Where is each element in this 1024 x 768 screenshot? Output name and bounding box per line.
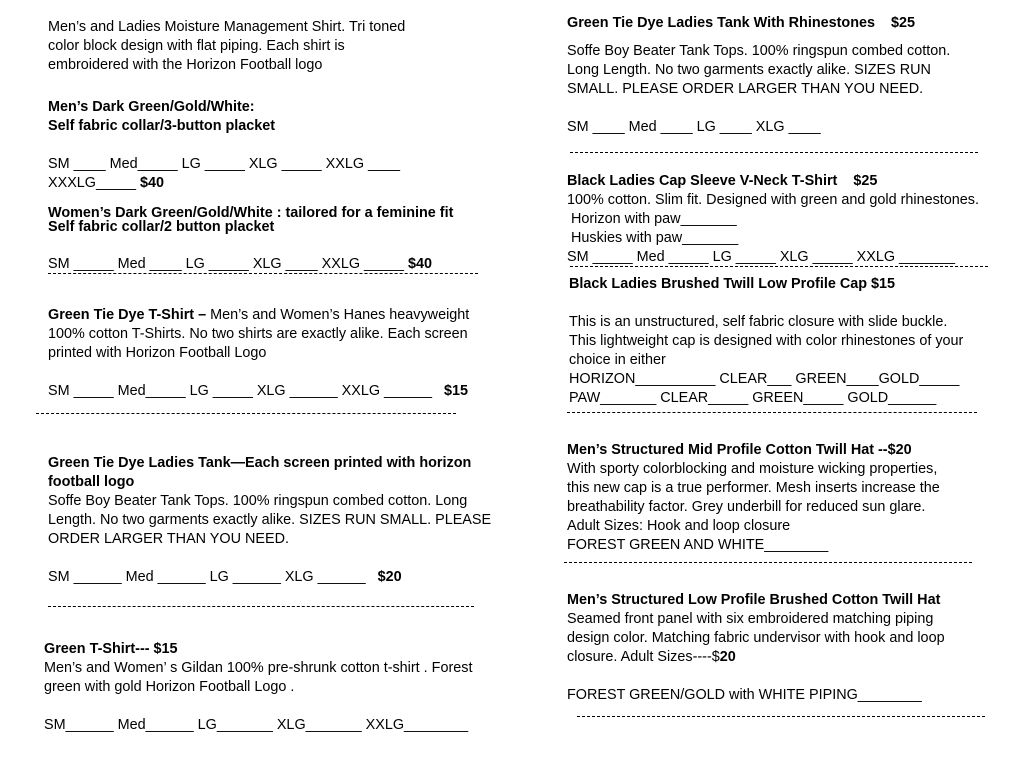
tiedye-tshirt-block [48, 306, 469, 401]
section-divider [48, 273, 478, 274]
tiedye-tank-sizes[interactable]: SM ______ Med ______ LG ______ XLG ______ [48, 569, 366, 585]
green-tshirt-block [44, 640, 472, 735]
twill-cap-desc-line: choice in either [569, 352, 666, 368]
twill-cap-option-paw[interactable]: PAW_______ CLEAR_____ GREEN_____ GOLD______ [569, 390, 937, 406]
tiedye-tshirt-title: Green Tie Dye T-Shirt – [48, 307, 207, 323]
low-hat-price: 20 [719, 649, 736, 665]
rhinestone-tank-desc-line: Soffe Boy Beater Tank Tops. 100% ringspun combed cotton. [567, 43, 951, 59]
section-divider [567, 412, 977, 413]
tiedye-tank-title-cont: football logo [48, 474, 135, 490]
mens-polo-sizes-xxxl[interactable]: XXXLG_____ [48, 175, 137, 191]
green-tshirt-desc-line: green with gold Horizon Football Logo . [44, 679, 295, 695]
mid-hat-desc-line: this new cap is a true performer. Mesh inserts increase the [567, 480, 940, 496]
twill-cap-desc-line: This lightweight cap is designed with color rhinestones of your [569, 333, 964, 349]
mid-hat-desc-line: With sporty colorblocking and moisture wicking properties, [567, 461, 938, 477]
tiedye-tank-desc-line: Soffe Boy Beater Tank Tops. 100% ringspun combed cotton. Long [48, 493, 468, 509]
section-divider [564, 562, 972, 563]
womens-polo-title: Women’s Dark Green/Gold/White : tailored for a feminine fit [48, 205, 454, 221]
section-divider [570, 152, 978, 153]
low-hat-color-option[interactable]: FOREST GREEN/GOLD with WHITE PIPING________ [567, 687, 922, 703]
tiedye-tshirt-sizes[interactable]: SM _____ Med_____ LG _____ XLG ______ XXLG ______ [48, 383, 433, 399]
low-hat-desc-line: Seamed front panel with six embroidered matching piping [567, 611, 934, 627]
polo-intro-line: embroidered with the Horizon Football logo [48, 57, 323, 73]
low-hat-desc-line: closure. Adult Sizes----$20 [567, 649, 736, 665]
tiedye-tank-desc-line: Length. No two garments exactly alike. SIZES RUN SMALL. PLEASE [48, 512, 492, 528]
mens-polo-block [48, 98, 400, 193]
mid-hat-title: Men’s Structured Mid Profile Cotton Twill Hat --$20 [567, 442, 912, 458]
rhinestone-tank-desc-line: SMALL. PLEASE ORDER LARGER THAN YOU NEED. [567, 81, 924, 97]
low-hat-title: Men’s Structured Low Profile Brushed Cotton Twill Hat [567, 592, 941, 608]
tiedye-tank-block [48, 454, 491, 587]
womens-polo-block [48, 206, 453, 234]
mens-polo-price: $40 [140, 175, 165, 191]
tiedye-tank-sizes-line [48, 568, 491, 587]
tiedye-tank-title: Green Tie Dye Ladies Tank—Each screen printed with horizon [48, 455, 472, 471]
polo-section [48, 18, 405, 75]
tiedye-tshirt-desc: Green Tie Dye T-Shirt – Men’s and Women’s Hanes heavyweight [48, 307, 470, 323]
mid-hat-desc-line: breathability factor. Grey underbill for reduced sun glare. [567, 499, 926, 515]
womens-polo-order [48, 255, 432, 274]
green-tshirt-sizes[interactable]: SM______ Med______ LG_______ XLG_______ XXLG________ [44, 717, 469, 733]
mens-polo-title: Men’s Dark Green/Gold/White: [48, 99, 255, 115]
tiedye-tank-price: $20 [377, 569, 402, 585]
rhinestone-tank-block [567, 14, 950, 137]
twill-cap-title: Black Ladies Brushed Twill Low Profile Cap $15 [569, 276, 896, 292]
tiedye-tshirt-price: $15 [444, 383, 469, 399]
womens-polo-sizes-line [48, 255, 432, 274]
low-hat-block [567, 591, 945, 705]
womens-polo-price: $40 [408, 256, 433, 272]
mid-hat-block [567, 441, 940, 555]
vneck-desc: 100% cotton. Slim fit. Designed with green and gold rhinestones. [567, 192, 979, 208]
vneck-option-horizon[interactable]: Horizon with paw_______ [567, 211, 737, 227]
twill-cap-block [569, 275, 963, 408]
green-tshirt-desc-line: Men’s and Women’ s Gildan 100% pre-shrunk cotton t-shirt . Forest [44, 660, 473, 676]
section-divider [570, 266, 988, 267]
tiedye-tshirt-sizes-line [48, 382, 469, 401]
tiedye-tank-desc-line: ORDER LARGER THAN YOU NEED. [48, 531, 289, 547]
section-divider [48, 606, 474, 607]
vneck-title: Black Ladies Cap Sleeve V-Neck T-Shirt $25 [567, 173, 878, 189]
twill-cap-desc-line: This is an unstructured, self fabric closure with slide buckle. [569, 314, 948, 330]
womens-polo-sizes[interactable]: SM _____ Med ____ LG _____ XLG ____ XXLG _____ [48, 256, 405, 272]
tiedye-tshirt-desc-line: printed with Horizon Football Logo [48, 345, 267, 361]
twill-cap-option-horizon[interactable]: HORIZON__________ CLEAR___ GREEN____GOLD_____ [569, 371, 960, 387]
mens-polo-sizes-cont [48, 174, 400, 193]
polo-intro-line: color block design with flat piping. Each shirt is [48, 38, 345, 54]
mid-hat-desc-line: Adult Sizes: Hook and loop closure [567, 518, 791, 534]
vneck-sizes[interactable]: SM _____ Med _____ LG _____ XLG _____ XXLG _______ [567, 249, 956, 265]
mens-polo-subtitle: Self fabric collar/3-button placket [48, 118, 276, 134]
section-divider [36, 413, 456, 414]
vneck-block [567, 172, 979, 267]
rhinestone-tank-title: Green Tie Dye Ladies Tank With Rhinestones $25 [567, 15, 916, 31]
tiedye-tshirt-desc-line: 100% cotton T-Shirts. No two shirts are exactly alike. Each screen [48, 326, 468, 342]
rhinestone-tank-sizes[interactable]: SM ____ Med ____ LG ____ XLG ____ [567, 119, 821, 135]
mid-hat-color-option[interactable]: FOREST GREEN AND WHITE________ [567, 537, 829, 553]
polo-intro-line: Men’s and Ladies Moisture Management Shirt. Tri toned [48, 19, 406, 35]
rhinestone-tank-desc-line: Long Length. No two garments exactly alike. SIZES RUN [567, 62, 931, 78]
mens-polo-sizes[interactable]: SM ____ Med_____ LG _____ XLG _____ XXLG ____ [48, 156, 401, 172]
low-hat-desc-line: design color. Matching fabric undervisor with hook and loop [567, 630, 945, 646]
womens-polo-subtitle: Self fabric collar/2 button placket [48, 219, 275, 235]
green-tshirt-title: Green T-Shirt--- $15 [44, 641, 178, 657]
vneck-option-huskies[interactable]: Huskies with paw_______ [567, 230, 739, 246]
section-divider [577, 716, 985, 717]
